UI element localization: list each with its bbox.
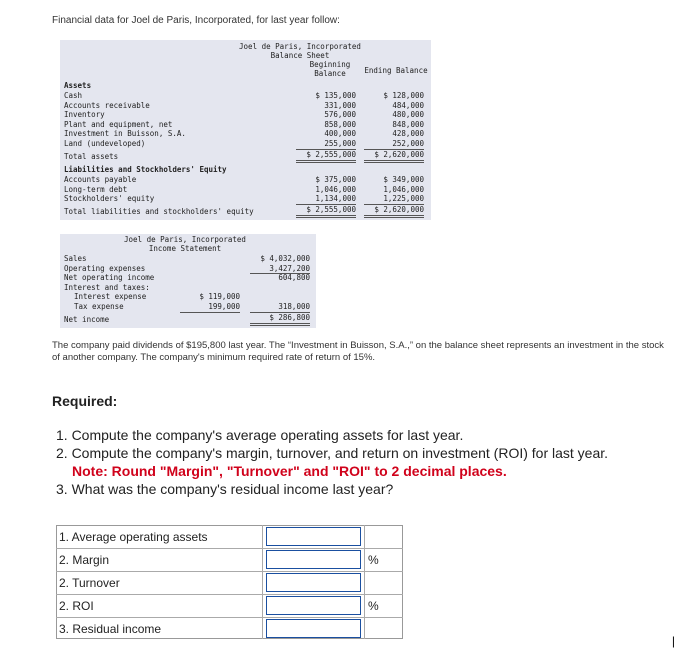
answer-label: 3. Residual income [59, 622, 162, 636]
asset-label: Accounts receivable [64, 100, 150, 110]
interest-value: $ 119,000 [199, 292, 240, 302]
col-beginning-line1: Beginning [309, 60, 351, 69]
liability-beginning: 1,046,000 [315, 184, 356, 194]
asset-beginning: 576,000 [324, 110, 356, 120]
problem-paragraph: The company paid dividends of $195,800 last year. The “Investment in Buisson, S.A.,” on the balance sheet represents an investment in the stock of another company. The company's minimum required rate of return of 15%. [52, 340, 664, 363]
interest-taxes-label: Interest and taxes: [64, 282, 150, 292]
opex-value: 3,427,200 [250, 264, 310, 275]
answer-row-roi [56, 595, 401, 617]
asset-ending: $ 128,000 [383, 91, 424, 100]
liability-ending: 1,225,000 [364, 194, 424, 205]
roi-input[interactable] [266, 596, 361, 615]
required-heading: Required: [52, 393, 118, 409]
asset-ending: 848,000 [392, 119, 424, 129]
residual-income-input[interactable] [266, 619, 361, 638]
answer-row-margin [56, 549, 401, 571]
avg-operating-assets-field[interactable] [267, 530, 360, 547]
required-item-3: 3. What was the company's residual income last year? [56, 481, 394, 497]
answer-unit [365, 572, 401, 594]
total-liab-beginning: $ 2,555,000 [296, 205, 356, 218]
balance-sheet-title [180, 42, 420, 60]
opex-label: Operating expenses [64, 263, 146, 273]
asset-label: Cash [64, 91, 83, 100]
percent-unit: % [368, 599, 379, 613]
liability-label: Long-term debt [64, 184, 128, 194]
answer-row-avg-operating-assets [56, 526, 401, 548]
col-ending-header: Ending Balance [364, 66, 428, 75]
bs-company: Joel de Paris, Incorporated [239, 42, 361, 51]
answer-label: 2. ROI [59, 599, 94, 613]
asset-ending: 252,000 [364, 139, 424, 150]
required-list [56, 426, 686, 498]
total-assets-beginning: $ 2,555,000 [296, 150, 356, 163]
total-assets-ending: $ 2,620,000 [364, 150, 424, 163]
percent-unit: % [368, 553, 379, 567]
answer-unit [365, 618, 401, 640]
total-assets-label: Total assets [64, 152, 119, 161]
income-statement-title [100, 235, 270, 253]
total-liab-label: Total liabilities and stockholders' equity [64, 207, 254, 216]
asset-label: Investment in Buisson, S.A. [64, 129, 186, 139]
asset-label: Land (undeveloped) [64, 139, 146, 148]
answer-label: 2. Margin [59, 553, 110, 567]
liability-beginning: $ 375,000 [315, 175, 356, 184]
asset-beginning: $ 135,000 [315, 91, 356, 100]
interest-taxes-total: 318,000 [250, 302, 310, 313]
asset-label: Plant and equipment, net [64, 119, 173, 129]
rounding-note: Note: Round "Margin", "Turnover" and "ROI" to 2 decimal places. [72, 463, 507, 479]
avg-operating-assets-input[interactable] [266, 527, 361, 546]
total-liab-ending: $ 2,620,000 [364, 205, 424, 218]
bs-title: Balance Sheet [270, 51, 330, 60]
liability-beginning: 1,134,000 [296, 194, 356, 205]
is-title: Income Statement [148, 244, 222, 253]
intro-text: Financial data for Joel de Paris, Incorporated, for last year follow: [52, 15, 340, 26]
net-income-label: Net income [64, 315, 110, 324]
liability-ending: $ 349,000 [383, 175, 424, 184]
sales-value: $ 4,032,000 [260, 254, 310, 263]
asset-beginning: 331,000 [324, 100, 356, 110]
asset-ending: 428,000 [392, 129, 424, 139]
tax-value: 199,000 [180, 302, 240, 313]
required-item-1: 1. Compute the company's average operating assets for last year. [56, 427, 464, 443]
asset-beginning: 255,000 [296, 139, 356, 150]
interest-label: Interest expense [74, 292, 147, 302]
turnover-field[interactable] [267, 576, 360, 593]
liabilities-heading: Liabilities and Stockholders' Equity [64, 165, 227, 174]
net-income-value: $ 286,800 [250, 313, 310, 326]
asset-ending: 480,000 [392, 110, 424, 120]
col-beginning-header [300, 60, 360, 78]
roi-field[interactable] [267, 599, 360, 616]
answer-label: 2. Turnover [59, 576, 120, 590]
income-statement [60, 234, 316, 328]
liability-label: Accounts payable [64, 175, 137, 184]
turnover-input[interactable] [266, 573, 361, 592]
answer-label: 1. Average operating assets [59, 530, 208, 544]
noi-label: Net operating income [64, 273, 155, 283]
sales-label: Sales [64, 254, 87, 263]
liability-ending: 1,046,000 [383, 184, 424, 194]
tax-label: Tax expense [74, 302, 124, 311]
margin-field[interactable] [267, 553, 360, 570]
answer-unit [365, 526, 401, 548]
is-company: Joel de Paris, Incorporated [124, 235, 246, 244]
answer-row-residual-income [56, 618, 401, 640]
asset-beginning: 400,000 [324, 129, 356, 139]
liability-label: Stockholders' equity [64, 194, 155, 204]
answer-row-turnover [56, 572, 401, 594]
text-cursor-icon: | [671, 634, 675, 648]
asset-label: Inventory [64, 110, 105, 120]
required-item-2: 2. Compute the company's margin, turnover, and return on investment (ROI) for last year. [56, 445, 609, 461]
margin-input[interactable] [266, 550, 361, 569]
asset-beginning: 858,000 [324, 119, 356, 129]
assets-heading: Assets [64, 81, 92, 90]
col-beginning-line2: Balance [314, 69, 346, 78]
noi-value: 604,800 [278, 273, 310, 283]
residual-income-field[interactable] [267, 622, 360, 639]
asset-ending: 484,000 [392, 100, 424, 110]
balance-sheet [60, 40, 431, 220]
